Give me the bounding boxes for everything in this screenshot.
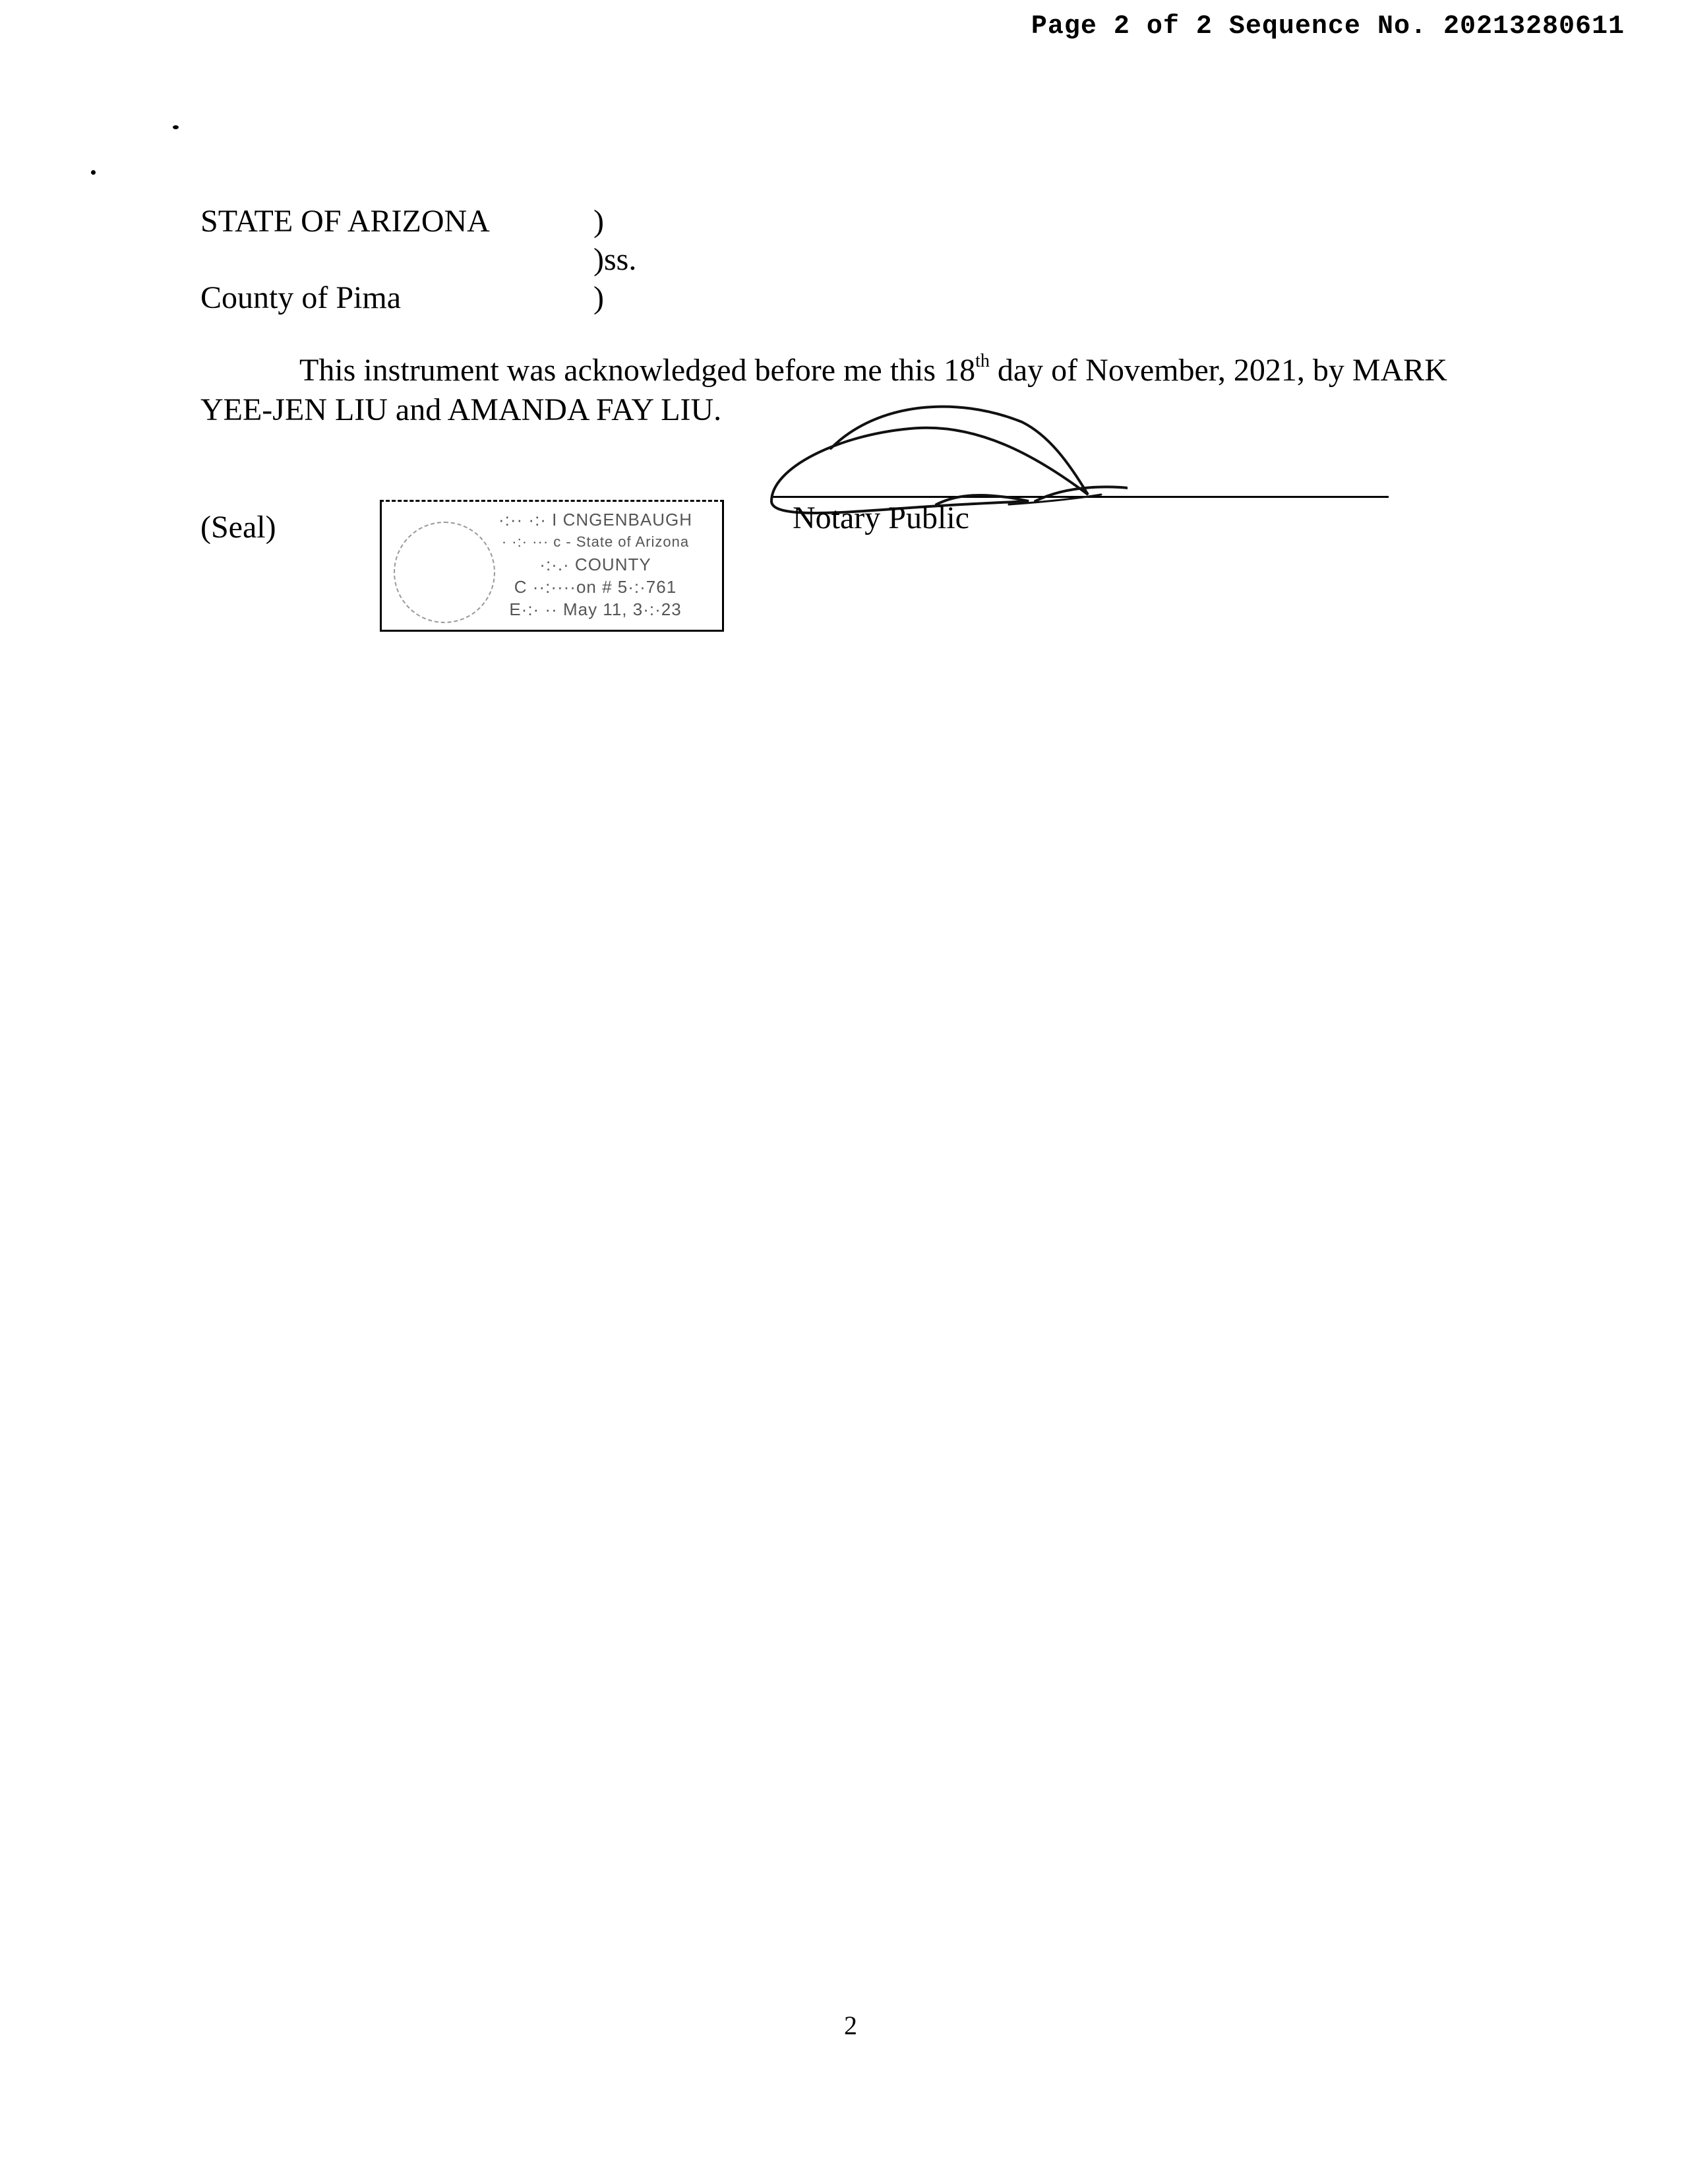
venue-ss: )ss. [593, 242, 637, 277]
stamp-line: ·:·.· COUNTY [539, 555, 651, 574]
acknowledgment-text-before: This instrument was acknowledged before me this 18 [299, 353, 976, 388]
page-number: 2 [844, 2011, 857, 2040]
ordinal-suffix: th [975, 351, 990, 371]
acknowledgment-text-after: day of November, 2021, by MARK [989, 353, 1447, 388]
seal-label: (Seal) [200, 510, 276, 545]
venue-paren: ) [593, 280, 604, 315]
stamp-text [477, 508, 714, 621]
stamp-line: · ·:· ··· c - State of Arizona [501, 533, 690, 550]
stamp-line: E·:· ·· May 11, 3·:·23 [509, 599, 682, 619]
page-sequence-header: Page 2 of 2 Sequence No. 20213280611 [1031, 12, 1625, 42]
scan-speck [91, 170, 96, 175]
acknowledgment-line-1 [200, 351, 1519, 390]
scan-speck [173, 125, 179, 129]
notary-stamp [380, 500, 724, 632]
venue-county: County of Pima [200, 280, 402, 315]
venue-paren: ) [593, 204, 604, 239]
venue-state: STATE OF ARIZONA [200, 204, 490, 239]
stamp-line: C ··:····on # 5·:·761 [514, 577, 677, 597]
notary-public-label: Notary Public [793, 501, 969, 535]
stamp-line: ·:·· ·:· I CNGENBAUGH [498, 510, 692, 530]
acknowledgment-line-2: YEE-JEN LIU and AMANDA FAY LIU. [200, 392, 722, 427]
